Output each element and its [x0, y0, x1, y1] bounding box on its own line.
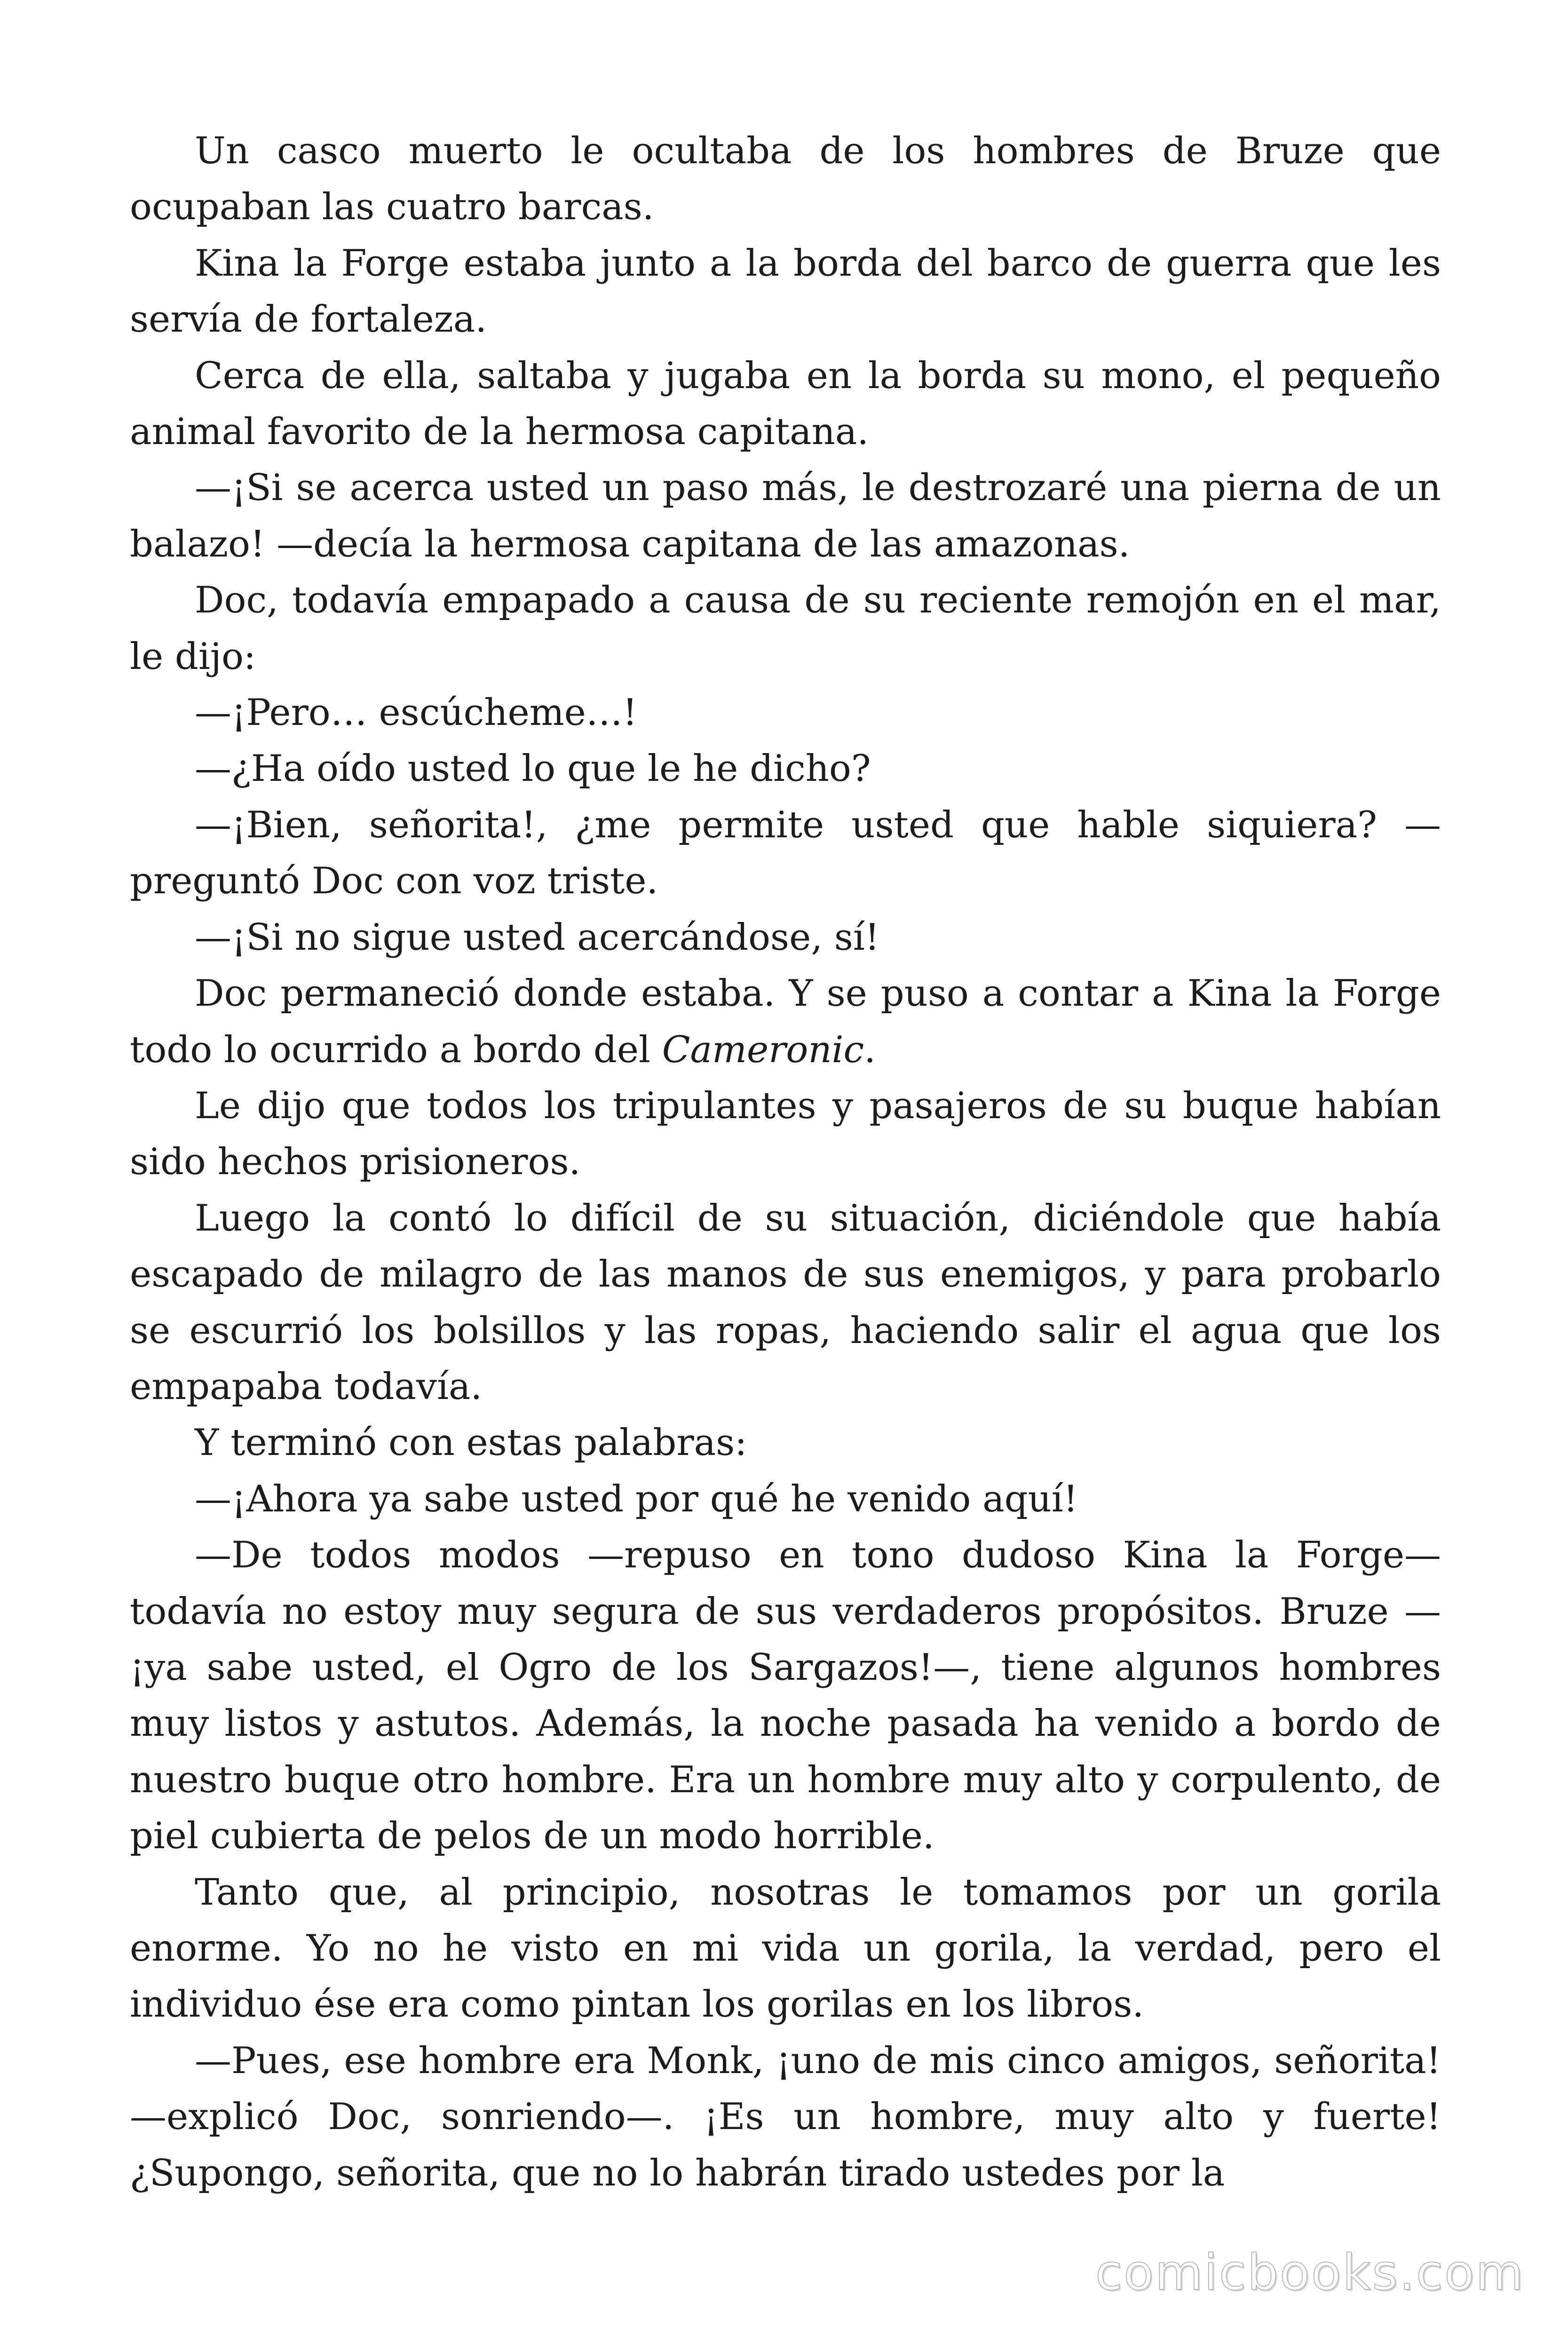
paragraph: Luego la contó lo difícil de su situación, diciéndole que había escapado de milagro de las manos de sus enemigos, y para probarlo se escurrió los bolsillos y las ropas, haciendo salir el agua que los empapaba todavía.: [130, 1197, 1441, 1408]
paragraph: Un casco muerto le ocultaba de los hombres de Bruze que ocupaban las cuatro barcas.: [130, 130, 1441, 229]
paragraph: —¡Pero… escúcheme…!: [195, 691, 638, 734]
ship-name: Cameronic: [662, 1028, 864, 1071]
paragraph: —¡Si se acerca usted un paso más, le destrozaré una pierna de un balazo! —decía la hermosa capitana de las amazonas.: [130, 467, 1441, 565]
watermark: comicbooks.com: [1095, 2244, 1525, 2301]
paragraph: —¡Bien, señorita!, ¿me permite usted que hable siquiera? —preguntó Doc con voz triste.: [130, 803, 1441, 903]
paragraph: Kina la Forge estaba junto a la borda del barco de guerra que les servía de fortaleza.: [130, 242, 1441, 341]
paragraph: Doc, todavía empapado a causa de su reciente remojón en el mar, le dijo:: [130, 579, 1441, 678]
paragraph: —De todos modos —repuso en tono dudoso Kina la Forge— todavía no estoy muy segura de sus verdaderos propósitos. Bruze —¡ya sabe usted, el Ogro de los Sargazos!—, tiene algunos hombres muy listos y astutos. Además, la noche pasada ha venido a bordo de nuestro buque otro hombre. Era un hombre muy alto y corpulento, de piel cubierta de pelos de un modo horrible.: [130, 1534, 1441, 1858]
paragraph: Tanto que, al principio, nosotras le tomamos por un gorila enorme. Yo no he visto en mi vida un gorila, la verdad, pero el individuo ése era como pintan los gorilas en los libros.: [130, 1871, 1441, 2026]
paragraph: —Pues, ese hombre era Monk, ¡uno de mis cinco amigos, señorita! —explicó Doc, sonriendo—. ¡Es un hombre, muy alto y fuerte! ¿Supongo, señorita, que no lo habrán tirado ustedes por la: [130, 2039, 1441, 2194]
paragraph: —¡Ahora ya sabe usted por qué he venido aquí!: [195, 1478, 1078, 1520]
paragraph: —¿Ha oído usted lo que le he dicho?: [195, 747, 871, 790]
paragraph: [130, 966, 1441, 1078]
paragraph: Cerca de ella, saltaba y jugaba en la borda su mono, el pequeño animal favorito de la hermosa capitana.: [130, 354, 1441, 453]
paragraph-end: .: [864, 1028, 876, 1071]
paragraph-text: Doc permaneció donde estaba. Y se puso a contar a Kina la Forge todo lo ocurrido a bordo del: [130, 972, 1441, 1071]
page-body: [130, 123, 1441, 2201]
paragraph: Le dijo que todos los tripulantes y pasajeros de su buque habían sido hechos prisioneros.: [130, 1084, 1441, 1184]
paragraph: —¡Si no sigue usted acercándose, sí!: [195, 916, 880, 959]
paragraph: Y terminó con estas palabras:: [195, 1422, 747, 1464]
